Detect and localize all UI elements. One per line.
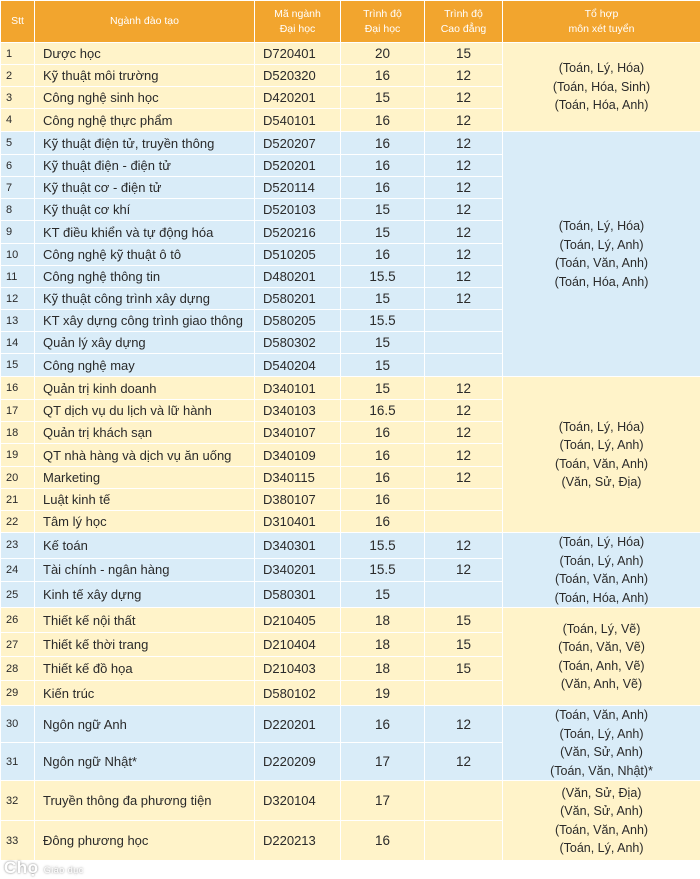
row-trinh-do-dh: 15.5 [341, 310, 425, 332]
row-trinh-do-cd [425, 489, 503, 511]
row-stt: 22 [1, 511, 35, 533]
row-name: Công nghệ thông tin [35, 266, 255, 288]
row-name: Kỹ thuật cơ khí [35, 199, 255, 221]
row-name: Thiết kế đồ họa [35, 657, 255, 681]
row-stt: 31 [1, 743, 35, 781]
row-trinh-do-cd: 15 [425, 633, 503, 657]
header-dh-l1: Trình độ [363, 7, 402, 20]
row-stt: 13 [1, 310, 35, 332]
row-trinh-do-cd: 12 [425, 65, 503, 87]
row-name: Marketing [35, 467, 255, 489]
row-name: Quản trị khách sạn [35, 422, 255, 444]
row-stt: 17 [1, 400, 35, 422]
row-trinh-do-dh: 18 [341, 657, 425, 681]
row-trinh-do-dh: 15 [341, 221, 425, 244]
combo-item: (Toán, Lý, Hóa) [558, 535, 645, 549]
combo-cell [503, 533, 700, 608]
row-trinh-do-cd [425, 354, 503, 377]
row-code: D520201 [255, 155, 341, 177]
table-row [1, 132, 700, 155]
row-code: D320104 [255, 781, 341, 821]
row-trinh-do-dh: 16 [341, 132, 425, 155]
row-name: Kỹ thuật môi trường [35, 65, 255, 87]
row-trinh-do-cd [425, 332, 503, 354]
row-code: D510205 [255, 244, 341, 266]
row-name: Công nghệ sinh học [35, 87, 255, 109]
row-trinh-do-cd: 12 [425, 244, 503, 266]
row-trinh-do-dh: 15 [341, 332, 425, 354]
row-name: Ngôn ngữ Anh [35, 706, 255, 743]
row-trinh-do-cd: 12 [425, 706, 503, 743]
row-code: D340115 [255, 467, 341, 489]
combo-item: (Toán, Hóa, Anh) [554, 98, 649, 113]
row-code: D540101 [255, 109, 341, 132]
row-stt: 3 [1, 87, 35, 109]
row-name: KT xây dựng công trình giao thông [35, 310, 255, 332]
row-stt: 30 [1, 706, 35, 743]
row-code: D580301 [255, 582, 341, 608]
row-name: Quản trị kinh doanh [35, 377, 255, 400]
header-nganh: Ngành đào tạo [35, 1, 255, 43]
combo-item: (Toán, Văn, Anh) [554, 256, 649, 270]
row-trinh-do-dh: 15.5 [341, 558, 425, 582]
row-code: D220213 [255, 821, 341, 861]
combo-cell [503, 608, 700, 706]
watermark-small: Giáo dục [43, 865, 84, 875]
combo-item: (Toán, Lý, Anh) [559, 726, 644, 741]
row-trinh-do-cd [425, 310, 503, 332]
row-trinh-do-cd: 15 [425, 608, 503, 633]
row-code: D480201 [255, 266, 341, 288]
combo-item: (Toán, Hóa, Sinh) [552, 79, 651, 94]
header-ma-l2: Đại học [279, 22, 316, 35]
row-trinh-do-cd: 12 [425, 533, 503, 559]
header-cd-l1: Trình độ [444, 7, 483, 20]
row-code: D340201 [255, 558, 341, 582]
row-trinh-do-dh: 15 [341, 582, 425, 608]
row-trinh-do-dh: 15 [341, 87, 425, 109]
row-trinh-do-dh: 20 [341, 43, 425, 65]
row-trinh-do-dh: 17 [341, 743, 425, 781]
row-trinh-do-cd: 12 [425, 199, 503, 221]
combo-item: (Văn, Sử, Địa) [561, 785, 642, 800]
header-row [1, 1, 700, 43]
row-name: Kiến trúc [35, 681, 255, 706]
row-code: D520103 [255, 199, 341, 221]
row-trinh-do-dh: 16 [341, 65, 425, 87]
row-trinh-do-cd: 12 [425, 444, 503, 467]
row-stt: 6 [1, 155, 35, 177]
row-code: D340301 [255, 533, 341, 559]
row-trinh-do-dh: 15 [341, 354, 425, 377]
row-trinh-do-cd: 12 [425, 377, 503, 400]
header-cd-l2: Cao đẳng [440, 22, 487, 35]
table-row [1, 533, 700, 559]
row-trinh-do-dh: 16 [341, 821, 425, 861]
combo-item: (Toán, Lý, Hóa) [558, 219, 645, 233]
row-name: Tài chính - ngân hàng [35, 558, 255, 582]
row-code: D420201 [255, 87, 341, 109]
combo-cell [503, 781, 700, 861]
row-trinh-do-dh: 15 [341, 377, 425, 400]
row-code: D580201 [255, 288, 341, 310]
header-trinh-do-dh [341, 1, 425, 43]
header-ma-l1: Mã ngành [274, 7, 321, 20]
row-name: Kỹ thuật cơ - điện tử [35, 177, 255, 199]
row-trinh-do-dh: 16 [341, 706, 425, 743]
header-dh-l2: Đại học [364, 22, 401, 35]
row-stt: 8 [1, 199, 35, 221]
row-trinh-do-dh: 17 [341, 781, 425, 821]
row-trinh-do-dh: 16 [341, 155, 425, 177]
header-th-l2: môn xét tuyển [568, 22, 635, 35]
row-stt: 33 [1, 821, 35, 861]
row-trinh-do-dh: 16 [341, 511, 425, 533]
row-trinh-do-cd: 12 [425, 400, 503, 422]
row-stt: 15 [1, 354, 35, 377]
watermark-main: Chọ [4, 858, 39, 877]
combo-item: (Toán, Lý, Anh) [559, 237, 644, 252]
row-name: Đông phương học [35, 821, 255, 861]
combo-item: (Toán, Văn, Nhật)* [550, 763, 653, 778]
row-code: D520320 [255, 65, 341, 87]
row-name: Kỹ thuật điện tử, truyền thông [35, 132, 255, 155]
row-trinh-do-dh: 16 [341, 244, 425, 266]
row-stt: 26 [1, 608, 35, 633]
combo-cell [503, 377, 700, 533]
row-trinh-do-dh: 15.5 [341, 533, 425, 559]
row-stt: 20 [1, 467, 35, 489]
row-name: Ngôn ngữ Nhật* [35, 743, 255, 781]
row-stt: 2 [1, 65, 35, 87]
row-name: QT nhà hàng và dịch vụ ăn uống [35, 444, 255, 467]
row-trinh-do-cd: 12 [425, 221, 503, 244]
row-name: Tâm lý học [35, 511, 255, 533]
row-trinh-do-dh: 15 [341, 288, 425, 310]
row-stt: 14 [1, 332, 35, 354]
row-trinh-do-cd: 12 [425, 288, 503, 310]
combo-item: (Văn, Sử, Địa) [561, 475, 642, 489]
combo-item: (Toán, Anh, Vẽ) [558, 658, 645, 673]
row-stt: 29 [1, 681, 35, 706]
row-stt: 12 [1, 288, 35, 310]
row-trinh-do-dh: 16 [341, 422, 425, 444]
row-name: Thiết kế thời trang [35, 633, 255, 657]
row-code: D720401 [255, 43, 341, 65]
combo-cell [503, 706, 700, 781]
row-stt: 4 [1, 109, 35, 132]
table-row [1, 608, 700, 633]
row-code: D380107 [255, 489, 341, 511]
combo-item: (Toán, Lý, Hóa) [558, 61, 645, 76]
row-code: D340109 [255, 444, 341, 467]
combo-item: (Toán, Lý, Vẽ) [562, 621, 641, 636]
row-name: Kinh tế xây dựng [35, 582, 255, 608]
row-code: D220201 [255, 706, 341, 743]
row-trinh-do-dh: 18 [341, 633, 425, 657]
watermark-logo [4, 858, 84, 878]
row-trinh-do-cd: 12 [425, 155, 503, 177]
row-code: D210404 [255, 633, 341, 657]
header-ma-nganh [255, 1, 341, 43]
row-stt: 5 [1, 132, 35, 155]
row-stt: 18 [1, 422, 35, 444]
combo-item: (Văn, Sử, Anh) [560, 804, 643, 818]
row-code: D580102 [255, 681, 341, 706]
row-name: Thiết kế nội thất [35, 608, 255, 633]
combo-item: (Văn, Anh, Vẽ) [560, 677, 643, 691]
combo-cell [503, 132, 700, 377]
row-trinh-do-cd: 15 [425, 657, 503, 681]
header-trinh-do-cd [425, 1, 503, 43]
header-to-hop [503, 1, 700, 43]
row-trinh-do-dh: 16.5 [341, 400, 425, 422]
row-trinh-do-dh: 16 [341, 444, 425, 467]
row-code: D340101 [255, 377, 341, 400]
combo-item: (Toán, Văn, Anh) [554, 572, 649, 586]
row-name: Công nghệ may [35, 354, 255, 377]
row-trinh-do-dh: 19 [341, 681, 425, 706]
row-code: D340103 [255, 400, 341, 422]
row-code: D210405 [255, 608, 341, 633]
row-trinh-do-dh: 16 [341, 177, 425, 199]
row-stt: 11 [1, 266, 35, 288]
row-stt: 28 [1, 657, 35, 681]
row-name: Quản lý xây dựng [35, 332, 255, 354]
combo-item: (Toán, Văn, Anh) [554, 456, 649, 471]
combo-item: (Toán, Lý, Anh) [559, 841, 644, 855]
row-trinh-do-dh: 16 [341, 467, 425, 489]
row-trinh-do-dh: 15 [341, 199, 425, 221]
row-code: D580302 [255, 332, 341, 354]
row-trinh-do-cd: 12 [425, 109, 503, 132]
row-stt: 27 [1, 633, 35, 657]
row-name: QT dịch vụ du lịch và lữ hành [35, 400, 255, 422]
combo-item: (Toán, Hóa, Anh) [554, 590, 649, 605]
row-code: D520207 [255, 132, 341, 155]
row-code: D220209 [255, 743, 341, 781]
row-trinh-do-cd [425, 511, 503, 533]
table-row [1, 706, 700, 743]
combo-item: (Toán, Văn, Anh) [554, 822, 649, 837]
header-th-l1: Tổ hợp [584, 7, 619, 20]
row-name: Dược học [35, 43, 255, 65]
row-trinh-do-cd: 12 [425, 177, 503, 199]
combo-item: (Toán, Văn, Vẽ) [558, 640, 645, 654]
row-trinh-do-dh: 16 [341, 109, 425, 132]
row-stt: 23 [1, 533, 35, 559]
row-name: Kế toán [35, 533, 255, 559]
row-name: Kỹ thuật điện - điện tử [35, 155, 255, 177]
combo-item: (Toán, Hóa, Anh) [554, 274, 649, 289]
row-stt: 21 [1, 489, 35, 511]
row-name: KT điều khiển và tự động hóa [35, 221, 255, 244]
row-name: Truyền thông đa phương tiện [35, 781, 255, 821]
row-trinh-do-cd: 12 [425, 266, 503, 288]
row-code: D520216 [255, 221, 341, 244]
row-name: Luật kinh tế [35, 489, 255, 511]
row-code: D540204 [255, 354, 341, 377]
combo-item: (Toán, Văn, Anh) [554, 708, 649, 722]
row-stt: 19 [1, 444, 35, 467]
row-trinh-do-cd: 15 [425, 43, 503, 65]
row-code: D310401 [255, 511, 341, 533]
row-stt: 25 [1, 582, 35, 608]
row-stt: 1 [1, 43, 35, 65]
combo-item: (Toán, Lý, Anh) [559, 553, 644, 568]
row-trinh-do-cd: 12 [425, 558, 503, 582]
row-code: D580205 [255, 310, 341, 332]
row-code: D340107 [255, 422, 341, 444]
table-row [1, 43, 700, 65]
combo-item: (Toán, Lý, Anh) [559, 438, 644, 452]
row-stt: 7 [1, 177, 35, 199]
table-row [1, 781, 700, 821]
row-trinh-do-cd: 12 [425, 743, 503, 781]
row-trinh-do-dh: 18 [341, 608, 425, 633]
row-name: Công nghệ thực phẩm [35, 109, 255, 132]
header-stt: Stt [1, 1, 35, 43]
row-trinh-do-cd [425, 821, 503, 861]
table-row [1, 377, 700, 400]
row-stt: 16 [1, 377, 35, 400]
row-trinh-do-cd: 12 [425, 132, 503, 155]
row-name: Công nghệ kỹ thuật ô tô [35, 244, 255, 266]
row-trinh-do-cd [425, 681, 503, 706]
row-name: Kỹ thuật công trình xây dựng [35, 288, 255, 310]
combo-cell [503, 43, 700, 132]
row-stt: 9 [1, 221, 35, 244]
row-trinh-do-cd [425, 781, 503, 821]
row-trinh-do-cd: 12 [425, 87, 503, 109]
row-trinh-do-cd: 12 [425, 422, 503, 444]
row-trinh-do-cd [425, 582, 503, 608]
row-code: D520114 [255, 177, 341, 199]
row-stt: 10 [1, 244, 35, 266]
row-trinh-do-cd: 12 [425, 467, 503, 489]
row-code: D210403 [255, 657, 341, 681]
row-trinh-do-dh: 16 [341, 489, 425, 511]
row-stt: 32 [1, 781, 35, 821]
combo-item: (Văn, Sử, Anh) [560, 745, 643, 759]
combo-item: (Toán, Lý, Hóa) [558, 419, 645, 434]
row-trinh-do-dh: 15.5 [341, 266, 425, 288]
row-stt: 24 [1, 558, 35, 582]
